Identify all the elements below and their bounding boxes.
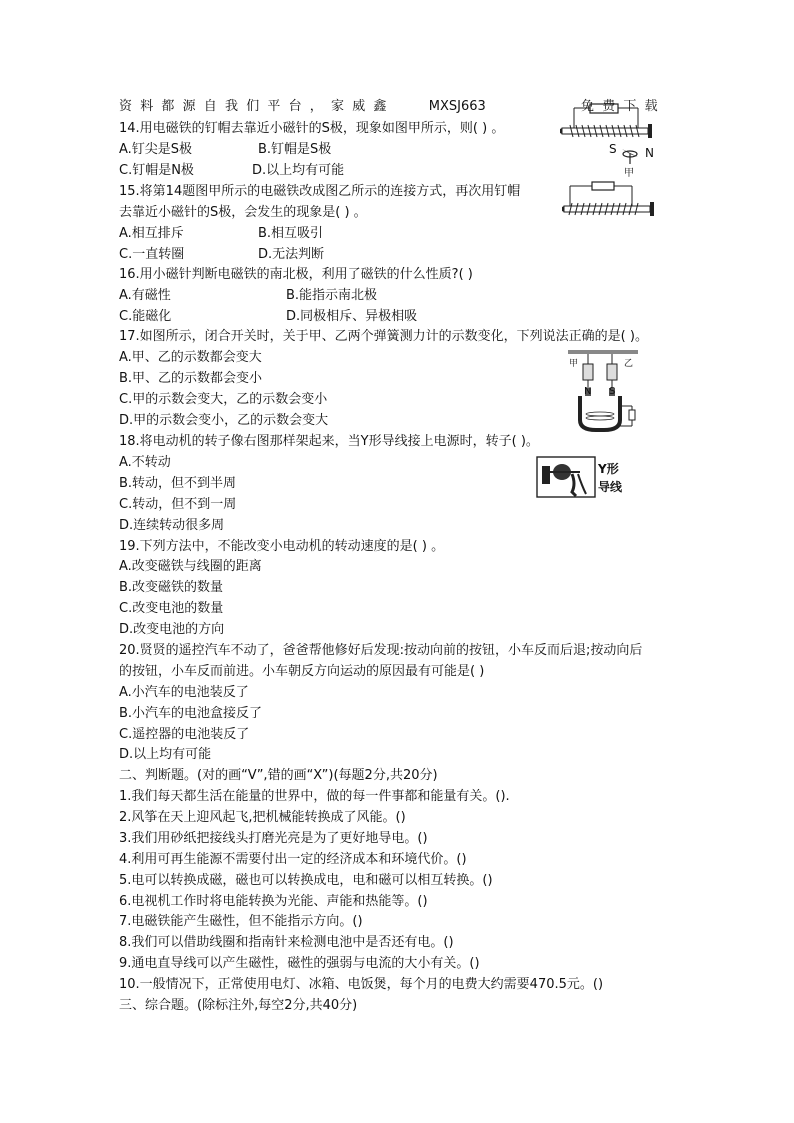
- q17-stem: 17.如图所示，闭合开关时，关于甲、乙两个弹簧测力计的示数变化，下列说法正确的是( )。: [119, 329, 648, 344]
- q16-option-c: C.能磁化: [119, 309, 172, 324]
- fig17-label-jia: 甲: [569, 359, 579, 369]
- judge-item-8: 8.我们可以借助线圈和指南针来检测电池中是否还有电。(): [119, 935, 454, 950]
- q19-option-b: B.改变磁铁的数量: [119, 580, 224, 595]
- section3-title: 三、综合题。(除标注外,每空2分,共40分): [119, 998, 358, 1013]
- judge-item-9: 9.通电直导线可以产生磁性，磁性的强弱与电流的大小有关。(): [119, 956, 480, 971]
- q14-option-c: C.钉帽是N极: [119, 163, 194, 178]
- q17-option-c: C.甲的示数会变大，乙的示数会变小: [119, 392, 328, 407]
- header-suffix: 免费下载: [581, 99, 666, 114]
- electromagnet-diagram-b: [562, 180, 672, 220]
- q20-option-c: C.遥控器的电池装反了: [119, 727, 250, 742]
- q15-stem-cont: 去靠近小磁针的S极，会发生的现象是( ) 。: [119, 205, 367, 220]
- judge-item-7: 7.电磁铁能产生磁性，但不能指示方向。(): [119, 914, 363, 929]
- q15-option-d: D.无法判断: [258, 247, 325, 262]
- q20-stem: 20.贤贤的遥控汽车不动了，爸爸帮他修好后发现:按动向前的按钮，小车反而后退;按动向后: [119, 643, 643, 658]
- q14-option-a: A.钉尖是S极: [119, 142, 193, 157]
- q19-option-a: A.改变磁铁与线圈的距离: [119, 559, 262, 574]
- fig17-label-n: N: [584, 386, 592, 397]
- q17-option-a: A.甲、乙的示数都会变大: [119, 350, 262, 365]
- q20-option-d: D.以上均有可能: [119, 747, 212, 762]
- q19-option-d: D.改变电池的方向: [119, 622, 225, 637]
- header-code: MXSJ663: [428, 99, 486, 114]
- q14-option-d: D.以上均有可能: [252, 163, 345, 178]
- judge-item-10: 10.一般情况下，正常使用电灯、冰箱、电饭煲，每个月的电费大约需要470.5元。(): [119, 977, 604, 992]
- q17-option-d: D.甲的示数会变小，乙的示数会变大: [119, 413, 329, 428]
- q18-option-c: C.转动，但不到一周: [119, 497, 237, 512]
- q18-stem: 18.将电动机的转子像右图那样架起来，当Y形导线接上电源时，转子( )。: [119, 434, 539, 449]
- q15-option-b: B.相互吸引: [258, 226, 324, 241]
- q14-option-b: B.钉帽是S极: [258, 142, 332, 157]
- judge-item-3: 3.我们用砂纸把接线头打磨光亮是为了更好地导电。(): [119, 831, 428, 846]
- q20-option-b: B.小汽车的电池盒接反了: [119, 706, 263, 721]
- q18-option-d: D.连续转动很多周: [119, 518, 225, 533]
- q18-option-b: B.转动，但不到半周: [119, 476, 237, 491]
- q15-option-c: C.一直转圈: [119, 247, 185, 262]
- q16-option-b: B.能指示南北极: [286, 288, 378, 303]
- q16-stem: 16.用小磁针判断电磁铁的南北极，利用了磁铁的什么性质?( ): [119, 267, 473, 282]
- q17-option-b: B.甲、乙的示数都会变小: [119, 371, 263, 386]
- electromagnet-diagram: [560, 102, 672, 172]
- q18-option-a: A.不转动: [119, 455, 171, 470]
- judge-item-2: 2.风筝在天上迎风起飞,把机械能转换成了风能。(): [119, 810, 406, 825]
- fig14-label-s: S: [609, 142, 617, 156]
- fig14-label-n: N: [645, 146, 654, 160]
- q19-stem: 19.下列方法中，不能改变小电动机的转动速度的是( ) 。: [119, 539, 445, 554]
- q16-option-d: D.同极相斥、异极相吸: [286, 309, 418, 324]
- q19-option-c: C.改变电池的数量: [119, 601, 224, 616]
- fig14-label-jia: 甲: [624, 168, 634, 179]
- header-line: [119, 98, 666, 116]
- figure-15: [562, 180, 672, 220]
- fig17-label-s: S: [609, 386, 616, 397]
- section2-title: 二、判断题。(对的画“V”,错的画“X”)(每题2分,共20分): [119, 768, 438, 783]
- q16-option-a: A.有磁性: [119, 288, 171, 303]
- judge-item-1: 1.我们每天都生活在能量的世界中，做的每一件事都和能量有关。().: [119, 789, 510, 804]
- figure-18: [536, 456, 623, 498]
- judge-item-4: 4.利用可再生能源不需要付出一定的经济成本和环境代价。(): [119, 852, 467, 867]
- fig18-label-y: Y形: [598, 462, 619, 476]
- q15-option-a: A.相互排斥: [119, 226, 184, 241]
- judge-item-5: 5.电可以转换成磁，磁也可以转换成电，电和磁可以相互转换。(): [119, 873, 493, 888]
- q20-stem-cont: 的按钮，小车反而前进。小车朝反方向运动的原因最有可能是( ): [119, 664, 485, 679]
- q14-stem: 14.用电磁铁的钉帽去靠近小磁针的S极，现象如图甲所示，则( ) 。: [119, 121, 505, 136]
- q20-option-a: A.小汽车的电池装反了: [119, 685, 249, 700]
- header-prefix: 资料都源自我们平台，家威鑫: [119, 99, 395, 114]
- figure-14: [560, 102, 672, 179]
- judge-item-6: 6.电视机工作时将电能转换为光能、声能和热能等。(): [119, 894, 428, 909]
- motor-rotor-diagram: [536, 456, 596, 498]
- q15-stem: 15.将第14题图甲所示的电磁铁改成图乙所示的连接方式，再次用钉帽: [119, 184, 521, 199]
- fig17-label-yi: 乙: [624, 359, 634, 369]
- figure-17: [566, 348, 640, 434]
- fig18-label-wire: 导线: [598, 480, 623, 494]
